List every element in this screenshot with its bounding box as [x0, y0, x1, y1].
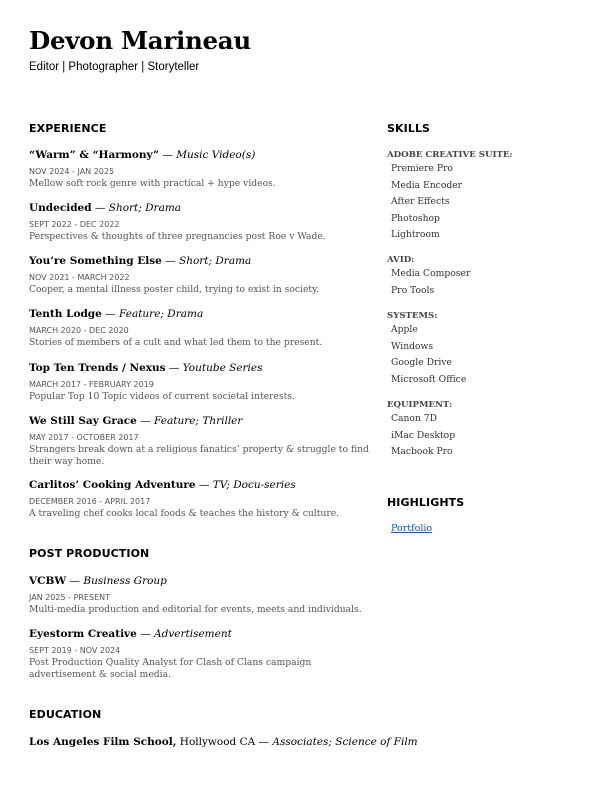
skill-group-title: SYSTEMS: — [387, 311, 438, 321]
entry-description: Multi-media production and editorial for events, meets and individuals. — [29, 604, 362, 615]
entry-type: Youtube Series — [182, 362, 263, 374]
entry-description: Post Production Quality Analyst for Clash of Clans campaign advertisement & social media. — [29, 657, 312, 680]
skill-item: Windows — [391, 340, 434, 352]
skills-heading: SKILLS — [387, 122, 431, 135]
entry-description: Popular Top 10 Topic videos of current societal interests. — [29, 391, 295, 402]
skill-item: Media Encoder — [391, 179, 463, 191]
entry-separator: — — [255, 736, 273, 748]
skill-item: Pro Tools — [391, 284, 435, 296]
experience-entry — [29, 255, 319, 296]
education-heading: EDUCATION — [29, 708, 102, 721]
school-name: Los Angeles Film School, — [29, 736, 177, 748]
entry-type: TV; Docu-series — [212, 479, 296, 491]
skill-group — [387, 400, 455, 461]
skill-item: Lightroom — [391, 229, 440, 240]
entry-type: Advertisement — [154, 628, 232, 640]
entry-description: Cooper, a mental illness poster child, trying to exist in society. — [29, 284, 319, 295]
entry-dates: SEPT 2022 - DEC 2022 — [29, 220, 120, 229]
resume-name: Devon Marineau — [29, 26, 251, 55]
experience-entry — [29, 362, 295, 403]
skill-item: Apple — [391, 324, 418, 335]
entry-title: You’re Something Else — [29, 255, 162, 267]
entry-type: Feature; Drama — [119, 308, 204, 320]
entry-type: Music Video(s) — [176, 149, 256, 161]
skill-item: After Effects — [391, 196, 450, 207]
entry-dates: NOV 2021 - MARCH 2022 — [29, 273, 130, 282]
entry-dates: MARCH 2020 - DEC 2020 — [29, 326, 129, 335]
skill-group — [387, 311, 466, 388]
entry-type: Short; Drama — [179, 255, 252, 267]
skill-item: Google Drive — [391, 357, 452, 368]
entry-title: VCBW — [29, 575, 67, 587]
entry-dates: MAY 2017 - OCTOBER 2017 — [29, 433, 139, 442]
entry-separator: — — [136, 415, 155, 427]
entry-description: Perspectives & thoughts of three pregnancies post Roe v Wade. — [29, 231, 326, 242]
entry-dates: MARCH 2017 - FEBRUARY 2019 — [29, 380, 154, 389]
school-location: Hollywood CA — [176, 736, 256, 748]
entry-separator: — — [159, 149, 177, 161]
entry-description: Mellow soft rock genre with practical + hype videos. — [29, 178, 276, 189]
entry-dates: NOV 2024 - JAN 2025 — [29, 167, 115, 176]
skill-item: Macbook Pro — [391, 446, 453, 457]
experience-entry — [29, 479, 339, 520]
entry-title: Eyestorm Creative — [29, 628, 137, 640]
entry-description: Stories of members of a cult and what led them to the present. — [29, 337, 323, 348]
entry-separator: — — [136, 628, 155, 640]
experience-heading: EXPERIENCE — [29, 122, 107, 135]
entry-title: Undecided — [29, 202, 92, 214]
skill-item: Microsoft Office — [391, 373, 467, 385]
skill-group — [387, 150, 513, 244]
degree: Associates; Science of Film — [272, 736, 418, 748]
entry-title: We Still Say Grace — [29, 415, 137, 427]
portfolio-link[interactable]: Portfolio — [391, 523, 433, 534]
entry-title: Top Ten Trends / Nexus — [29, 362, 166, 374]
experience-entry — [29, 149, 276, 190]
entry-dates: DECEMBER 2016 - APRIL 2017 — [29, 497, 151, 506]
entry-separator: — — [161, 255, 179, 267]
entry-separator: — — [165, 362, 183, 374]
experience-entry — [29, 415, 369, 467]
skill-group-title: AVID: — [387, 255, 415, 265]
post-production-heading: POST PRODUCTION — [29, 547, 150, 560]
experience-entry — [29, 202, 326, 243]
skill-item: Premiere Pro — [391, 163, 453, 174]
entry-title: “Warm” & “Harmony” — [29, 149, 160, 161]
skill-item: Media Composer — [391, 268, 471, 279]
skill-group-title: EQUIPMENT: — [387, 400, 453, 410]
entry-type: Business Group — [83, 575, 167, 587]
skill-item: Photoshop — [391, 212, 440, 224]
skill-group-title: ADOBE CREATIVE SUITE: — [387, 150, 513, 160]
entry-separator: — — [101, 308, 120, 320]
entry-type: Short; Drama — [108, 202, 182, 214]
education-entry — [29, 736, 418, 748]
entry-description: Strangers break down at a religious fanatics’ property & struggle to find their way home. — [29, 444, 369, 467]
post-production-entry — [29, 628, 369, 680]
post-production-entry — [29, 575, 362, 616]
resume-tagline: Editor | Photographer | Storyteller — [29, 61, 200, 73]
entry-description: A traveling chef cooks local foods & teaches the history & culture. — [29, 508, 340, 519]
entry-title: Carlitos’ Cooking Adventure — [29, 479, 196, 491]
skill-item: Canon 7D — [391, 413, 438, 424]
highlights-heading: HIGHLIGHTS — [387, 496, 465, 509]
entry-dates: JAN 2025 - PRESENT — [29, 593, 110, 602]
entry-separator: — — [66, 575, 84, 587]
entry-dates: SEPT 2019 - NOV 2024 — [29, 646, 121, 655]
experience-entry — [29, 308, 322, 349]
entry-separator: — — [195, 479, 213, 491]
skill-item: iMac Desktop — [391, 429, 456, 441]
entry-type: Feature; Thriller — [154, 415, 243, 427]
skill-group — [387, 255, 470, 299]
entry-separator: — — [91, 202, 109, 214]
entry-title: Tenth Lodge — [29, 308, 102, 320]
